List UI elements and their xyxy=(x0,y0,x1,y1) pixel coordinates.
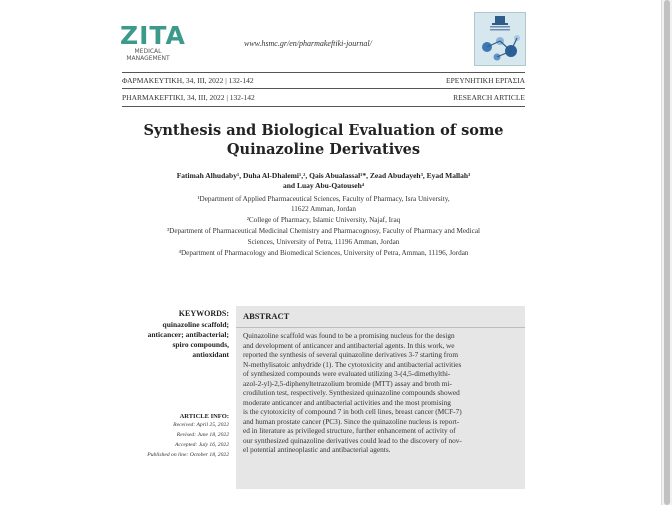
title-line-1: Synthesis and Biological Evaluation of some xyxy=(143,122,504,139)
scrollbar-thumb[interactable] xyxy=(664,0,670,505)
greek-article-type: ΕΡΕΥΝΗΤΙΚΗ ΕΡΓΑΣΙΑ xyxy=(446,76,525,85)
abstract-body xyxy=(243,331,519,455)
article-title xyxy=(122,121,525,159)
accepted-date: Accepted: July 16, 2022 xyxy=(174,442,229,448)
keyword-item: antioxidant xyxy=(192,350,229,359)
authors-line-1: Fatimah Alhudaby¹, Duha Al-Dhalemi¹,², Qais Abualassal¹*, Zead Abudayeh³, Eyad Mallah³ xyxy=(176,171,471,180)
journal-emblem-image xyxy=(474,12,526,66)
published-date: Published on line: October 18, 2022 xyxy=(147,452,229,458)
revised-date: Revised: June 18, 2022 xyxy=(176,432,229,438)
molecule-emblem-icon xyxy=(475,13,525,65)
abstract-line: and development of anticancer and antibacterial agents. In this work, we xyxy=(243,340,455,350)
affiliation-line: Sciences, University of Petra, 11196 Amman, Jordan xyxy=(247,238,400,246)
abstract-line: our synthesized quinazoline derivatives could lead to the discovery of nov- xyxy=(243,435,462,445)
affiliation-line: 11622 Amman, Jordan xyxy=(290,205,356,213)
keywords-block xyxy=(118,309,229,360)
keyword-item: spiro compounds, xyxy=(172,340,229,349)
author-list xyxy=(122,171,525,191)
article-info-block xyxy=(118,413,229,460)
abstract-line: N-methylisatoic anhydride (1). The cytotoxicity and antibacterial activities xyxy=(243,359,462,369)
title-line-2: Quinazoline Derivatives xyxy=(226,141,421,158)
logo-sub1: MEDICAL xyxy=(134,48,162,55)
keyword-item: anticancer; antibacterial; xyxy=(147,330,229,339)
abstract-line: el potential antineoplastic and antibacterial agents. xyxy=(243,445,391,454)
greek-citation: ΦΑΡΜΑΚΕΥΤΙΚΗ, 34, III, 2022 | 132-142 xyxy=(122,76,254,85)
abstract-line: azol-2-yl)-2,5-diphenyltetrazolium bromide (MTT) assay and broth mi- xyxy=(243,378,452,388)
latin-citation: PHARMAKEFTIKI, 34, III, 2022 | 132-142 xyxy=(122,93,255,102)
abstract-line: and human prostate cancer (PC3). Since the quinazoline nucleus is report- xyxy=(243,416,460,426)
keywords-heading: KEYWORDS: xyxy=(178,309,229,318)
affiliation-line: ²College of Pharmacy, Islamic University, Najaf, Iraq xyxy=(246,216,401,224)
journal-url[interactable]: www.hsmc.gr/en/pharmakeftiki-journal/ xyxy=(244,39,372,48)
keyword-item: quinazoline scaffold; xyxy=(162,320,229,329)
abstract-line: of synthesized compounds were evaluated utilizing 3-(4,5-dimethylthi- xyxy=(243,369,451,378)
abstract-line: is the cytotoxicity of compound 7 in both cell lines, breast cancer (MCF-7) xyxy=(243,407,462,416)
affiliation-line: ⁴Department of Pharmacology and Biomedical Sciences, University of Petra, Amman, 11196, Jordan xyxy=(178,249,469,257)
received-date: Received: April 25, 2022 xyxy=(173,422,229,428)
authors-line-2: and Luay Abu-Qatouseh⁴ xyxy=(282,181,365,190)
abstract-line: ed in literature as privileged structure, further enhancement of activity of xyxy=(243,426,456,435)
latin-article-type: RESEARCH ARTICLE xyxy=(453,93,525,102)
header-rule-middle xyxy=(122,88,525,89)
abstract-heading: ABSTRACT xyxy=(243,311,290,321)
affiliation-line: ³Department of Pharmaceutical Medicinal Chemistry and Pharmacognosy, Faculty of Pharmacy and Medical xyxy=(166,227,481,235)
keyword-list xyxy=(118,320,229,360)
abstract-line: reported the synthesis of several quinazoline derivatives 3-7 starting from xyxy=(243,350,458,359)
affiliation-line: ¹Department of Applied Pharmaceutical Sciences, Faculty of Pharmacy, Isra University, xyxy=(197,195,450,203)
abstract-rule xyxy=(236,327,525,328)
abstract-line: crodilution test, respectively. Synthesized quinazoline compounds showed xyxy=(243,388,460,397)
header-rule-bottom xyxy=(122,106,525,107)
logo-wordmark: ZITA xyxy=(120,21,186,50)
abstract-line: moderate anticancer and antibacterial activities and the most promising xyxy=(243,397,451,407)
header-rule-top xyxy=(122,72,525,73)
logo-sub2: MANAGEMENT xyxy=(126,55,170,62)
abstract-line: Quinazoline scaffold was found to be a promising nucleus for the design xyxy=(243,331,455,340)
abstract-box xyxy=(236,306,525,489)
scrollbar-track[interactable] xyxy=(661,0,672,505)
zita-logo xyxy=(120,21,186,64)
article-info-heading: ARTICLE INFO: xyxy=(179,413,229,420)
